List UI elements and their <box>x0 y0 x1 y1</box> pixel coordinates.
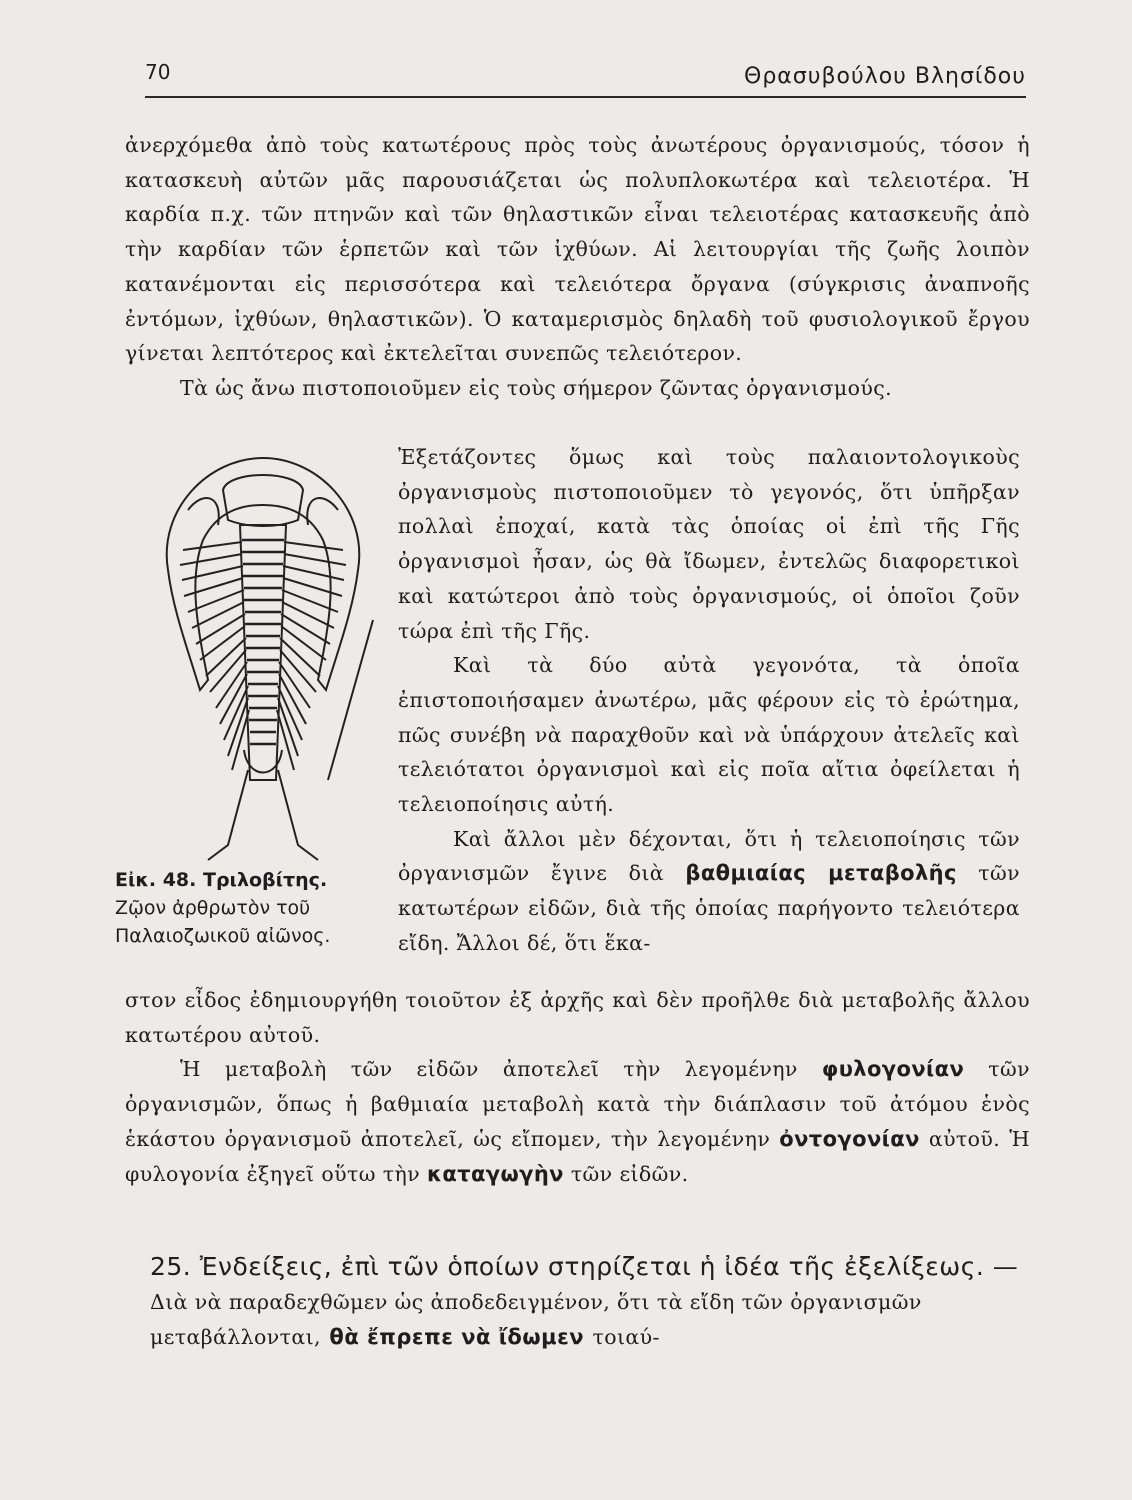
glabella <box>223 475 303 526</box>
paragraph-2-start: Τὰ ὡς ἄνω πιστοποιοῦμεν εἰς τοὺς σήμερον ζῶντας ὀργανισμούς. <box>180 375 893 400</box>
right-margin-line <box>328 620 373 780</box>
running-title: Θρασυβούλου Βλησίδου <box>744 64 1026 89</box>
section-25 <box>150 1250 1030 1354</box>
body-text-top <box>125 128 1030 406</box>
paragraph-5: Ἡ μεταβολὴ τῶν εἰδῶν ἀποτελεῖ τὴν λεγομένην φυλογονίαν τῶν ὀργανισμῶν, ὅπως ἡ βαθμιαία μεταβολὴ κατὰ τὴν διάπλασιν τοῦ ἀτόμου ἑνὸς ἑκάστου ὀργανισμοῦ ἀποτελεῖ, ὡς εἴπομεν, τὴν λεγομένην ὀντογονίαν αὐτοῦ. Ἡ φυλογονία ἐξηγεῖ οὕτω τὴν καταγωγὴν τῶν εἰδῶν. <box>125 1057 1030 1186</box>
body-text-bottom <box>125 983 1030 1191</box>
bold-term-phylogeny: φυλογονίαν <box>821 1057 965 1082</box>
bold-term-ontogeny: ὀντογονίαν <box>779 1126 920 1151</box>
body-text-beside-figure <box>398 440 1020 961</box>
tail-spine-left <box>208 770 248 860</box>
tail-spine-right <box>278 770 318 860</box>
bold-phrase-should-see: θὰ ἔπρεπε νὰ ἴδωμεν <box>329 1325 585 1349</box>
section-heading: 25. Ἐνδείξεις, ἐπὶ τῶν ὁποίων στηρίζεται ἡ ἰδέα τῆς ἐξελίξεως. — <box>150 1252 1019 1281</box>
bold-term-descent: καταγωγὴν <box>427 1161 564 1186</box>
cephalon-outline <box>167 458 360 690</box>
eye-right <box>307 498 338 525</box>
caption-line-2: Ζῷον ἀρθρωτὸν τοῦ <box>115 897 311 919</box>
page-number: 70 <box>145 60 171 84</box>
paragraph-4-end: στον εἶδος ἐδημιουργήθη τοιοῦτον ἐξ ἀρχῆς καὶ δὲν προῆλθε διὰ μεταβολῆς ἄλλου κατωτέρου αὐτοῦ. <box>125 988 1030 1047</box>
paragraph-2-rest: Ἐξετάζοντες ὅμως καὶ τοὺς παλαιοντολογικοὺς ὀργανισμοὺς πιστοποιοῦμεν τὸ γεγονός, ὅτι ὑπῆρξαν πολλαὶ ἐποχαί, κατὰ τὰς ὁποίας οἱ ἐπὶ τῆς Γῆς ὀργανισμοὶ ἦσαν, ὡς θὰ ἴδωμεν, ἐντελῶς διαφορετικοὶ καὶ κατώτεροι ἀπὸ τοὺς ὀργανισμούς, οἱ ὁποῖοι ζοῦν τώρα ἐπὶ τῆς Γῆς. <box>398 445 1020 643</box>
section-text-2: τοιαύ- <box>592 1325 660 1349</box>
paragraph-1: ἀνερχόμεθα ἀπὸ τοὺς κατωτέρους πρὸς τοὺς ἀνωτέρους ὀργανισμούς, τόσον ἡ κατασκευὴ αὐτῶν μᾶς παρουσιάζεται ὡς πολυπλοκωτέρα καὶ τελειοτέρα. Ἡ καρδία π.χ. τῶν πτηνῶν καὶ τῶν θηλαστικῶν εἶναι τελειοτέρας κατασκευῆς ἀπὸ τὴν καρδίαν τῶν ἑρπετῶν καὶ τῶν ἰχθύων. Αἱ λειτουργίαι τῆς ζωῆς λοιπὸν κατανέμονται εἰς περισσότερα καὶ τελειότερα ὄργανα (σύγκρισις ἀναπνοῆς ἐντόμων, ἰχθύων, θηλαστικῶν). Ὁ καταμερισμὸς δηλαδὴ τοῦ φυσιολογικοῦ ἔργου γίνεται λεπτότερος καὶ ἐκτελεῖται συνεπῶς τελειότερον. <box>125 133 1030 366</box>
figure-caption <box>115 866 385 950</box>
bold-term-gradual-change: βαθμιαίας μεταβολῆς <box>685 861 957 886</box>
section-text-1: Διὰ νὰ παραδεχθῶμεν ὡς ἀποδεδειγμένον, ὅτι τὰ εἴδη τῶν ὀργανισμῶν μεταβάλλονται, <box>150 1290 922 1349</box>
paragraph-4-start: Καὶ ἄλλοι μὲν δέχονται, ὅτι ἡ τελειοποίησις τῶν ὀργανισμῶν ἔγινε διὰ βαθμιαίας μεταβολῆς τῶν κατωτέρων εἰδῶν, διὰ τῆς ὁποίας παρήγοντο τελειότερα εἴδη. Ἄλλοι δέ, ὅτι ἕκα- <box>398 826 1020 955</box>
caption-line-3: Παλαιοζωικοῦ αἰῶνος. <box>115 925 331 947</box>
caption-line-1: Εἰκ. 48. Τριλοβίτης. <box>115 869 328 891</box>
paragraph-3: Καὶ τὰ δύο αὐτὰ γεγονότα, τὰ ὁποῖα ἐπιστοποιήσαμεν ἀνωτέρω, μᾶς φέρουν εἰς τὸ ἐρώτημα, πῶς συνέβη νὰ παραχθοῦν καὶ νὰ ὑπάρχουν ἀτελεῖς καὶ τελειότατοι ὀργανισμοὶ καὶ εἰς ποῖα αἴτια ὀφείλεται ἡ τελειοποίησις αὐτή. <box>398 653 1020 817</box>
trilobite-figure <box>148 450 378 875</box>
eye-left <box>188 498 219 525</box>
page-header <box>145 58 1026 98</box>
